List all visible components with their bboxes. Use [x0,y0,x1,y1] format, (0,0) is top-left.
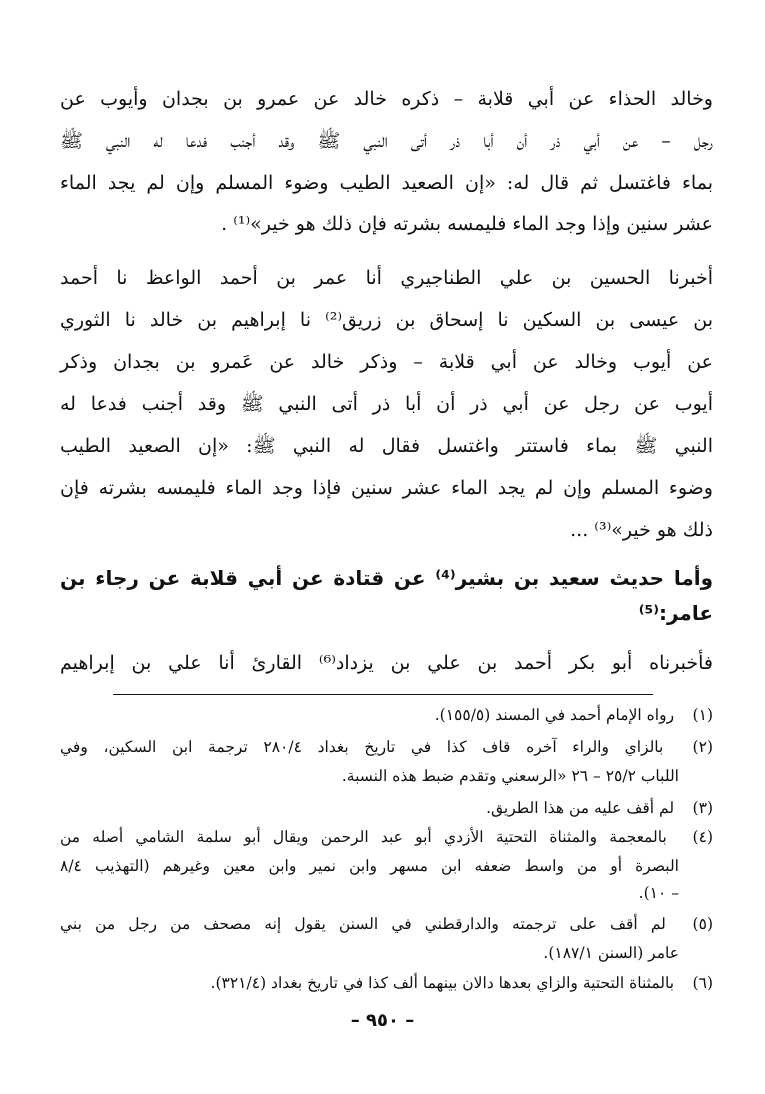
footnote-2 [60,736,713,758]
body-line: فأخبرناه أبو بكر أحمد بن علي بن يزداد⁽⁶⁾ القارئ أنا علي بن إبراهيم [60,652,713,674]
body-line: أخبرنا الحسين بن علي الطناجيري أنا عمر بن أحمد الواعظ نا أحمد [60,267,713,289]
body-line: رجل – عن أبي ذر أن أبا ذر أتى النبي ﷺ وقد أجنب فدعا له النبي ﷺ [60,130,713,152]
footnote-text: رواه الإمام أحمد في المسند (١٥٥/٥). [434,706,675,724]
footnote-5-continuation: عامر (السنن ١٨٧/١). [543,944,679,962]
footnote-text: بالمعجمة والمثناة التحتية الأزدي أبو عبد الرحمن ويقال أبو سلمة الشامي أصله من [60,828,667,846]
footnote-number: (١) [692,706,713,724]
footnote-number: (٦) [692,974,713,992]
footnote-6 [60,972,713,994]
body-line: ذلك هو خير»⁽³⁾ ... [570,519,713,541]
footnote-text: بالمثناة التحتية والزاي بعدها دالان بينهما ألف كذا في تاريخ بغداد (٣٢١/٤). [210,974,675,992]
section-heading: عامر:⁽⁵⁾ [638,601,713,625]
section-heading: وأما حديث سعيد بن بشير⁽⁴⁾ عن قتادة عن أبي قلابة عن رجاء بن [60,566,714,590]
footnote-4-continuation: البصرة أو من واسط ضعفه ابن مسهر وابن نمير وابن معين وغيرهم (التهذيب ٨/٤ [60,857,679,875]
footnote-number: (٢) [692,738,713,756]
footnote-4-continuation: – ١٠). [638,884,679,902]
body-line: بماء فاغتسل ثم قال له: «إن الصعيد الطيب وضوء المسلم وإن لم يجد الماء [60,172,713,194]
footnote-1 [60,704,713,726]
footnote-text: بالزاي والراء آخره قاف كذا في تاريخ بغداد ٢٨٠/٤ ترجمة ابن السكين، وفي [60,738,664,756]
body-line: عشر سنين وإذا وجد الماء فليمسه بشرته فإن ذلك هو خير»⁽¹⁾ . [221,213,713,235]
footnote-text: لم أقف عليه من هذا الطريق. [486,799,675,817]
footnote-text: لم أقف على ترجمته والدارقطني في السنن يقول إنه مصحف من رجل من بني [60,915,666,933]
footnote-3 [60,797,713,819]
footnote-number: (٣) [692,799,713,817]
page-number: – ٩٥٠ – [350,1010,415,1031]
footnote-number: (٥) [692,915,713,933]
body-line: وخالد الحذاء عن أبي قلابة – ذكره خالد عن عمرو بن بجدان وأيوب عن [60,88,713,110]
footnote-5 [60,913,713,935]
body-line: عن أيوب وخالد عن أبي قلابة – وذكر خالد عن عَمرو بن بجدان وذكر [60,351,713,373]
body-line: وضوء المسلم وإن لم يجد الماء عشر سنين فإذا وجد الماء فليمسه بشرته فإن [60,477,713,499]
footnote-2-continuation: اللباب ٢٥/٢ – ٢٦ «الرسعني وتقدم ضبط هذه النسبة. [341,767,679,785]
body-line: النبي ﷺ بماء فاستتر واغتسل فقال له النبي ﷺ: «إن الصعيد الطيب [60,435,713,457]
body-line: بن عيسى بن السكين نا إسحاق بن زريق⁽²⁾ نا إبراهيم بن خالد نا الثوري [60,309,713,331]
footnote-number: (٤) [692,828,713,846]
footnote-separator [113,694,653,695]
body-line: أيوب عن رجل عن أبي ذر أن أبا ذر أتى النبي ﷺ وقد أجنب فدعا له [60,393,713,415]
footnote-4 [60,826,713,848]
